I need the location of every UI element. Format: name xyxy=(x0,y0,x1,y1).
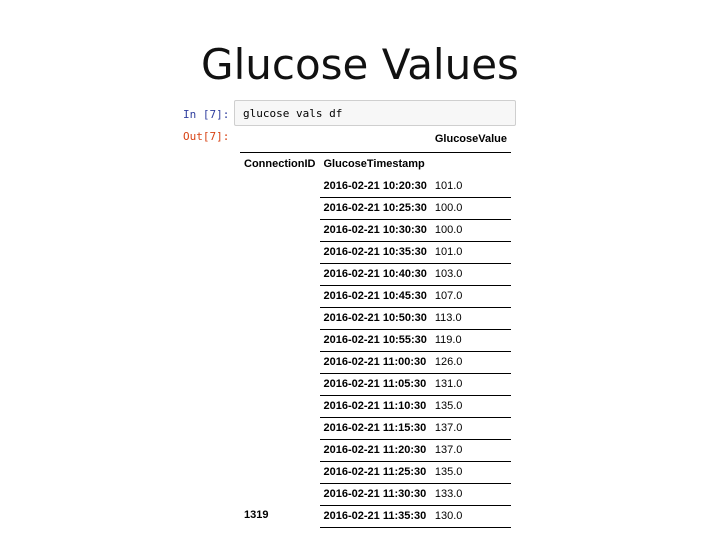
glucose-value-cell: 119.0 xyxy=(431,330,511,352)
header-glucose-value: GlucoseValue xyxy=(431,128,511,152)
timestamp-cell: 2016-02-21 10:40:30 xyxy=(320,264,431,286)
header-glucose-timestamp: GlucoseTimestamp xyxy=(323,157,425,170)
dataframe-table xyxy=(240,128,511,528)
glucose-value-cell: 103.0 xyxy=(431,264,511,286)
timestamp-cell: 2016-02-21 10:30:30 xyxy=(320,220,431,242)
glucose-value-cell: 100.0 xyxy=(431,220,511,242)
timestamp-cell: 2016-02-21 10:35:30 xyxy=(320,242,431,264)
index-header-row xyxy=(240,152,511,176)
header-blank xyxy=(320,128,431,152)
timestamp-cell: 2016-02-21 11:05:30 xyxy=(320,374,431,396)
code-text: glucose vals df xyxy=(243,107,343,120)
timestamp-cell: 2016-02-21 10:20:30 xyxy=(320,176,431,198)
timestamp-cell: 2016-02-21 10:55:30 xyxy=(320,330,431,352)
timestamp-cell: 2016-02-21 11:35:30 xyxy=(320,506,431,528)
glucose-value-cell: 126.0 xyxy=(431,352,511,374)
glucose-value-cell: 100.0 xyxy=(431,198,511,220)
output-prompt: Out[7]: xyxy=(183,130,230,143)
glucose-value-cell: 113.0 xyxy=(431,308,511,330)
timestamp-cell: 2016-02-21 11:25:30 xyxy=(320,462,431,484)
glucose-value-cell: 131.0 xyxy=(431,374,511,396)
table-body xyxy=(240,176,511,528)
timestamp-cell: 2016-02-21 10:45:30 xyxy=(320,286,431,308)
timestamp-cell: 2016-02-21 11:00:30 xyxy=(320,352,431,374)
glucose-value-cell: 137.0 xyxy=(431,440,511,462)
input-prompt: In [7]: xyxy=(183,108,230,121)
table-row xyxy=(240,176,511,198)
code-cell[interactable] xyxy=(234,100,516,126)
glucose-value-cell: 101.0 xyxy=(431,242,511,264)
table-header-row xyxy=(240,128,511,152)
glucose-value-cell: 135.0 xyxy=(431,462,511,484)
timestamp-cell: 2016-02-21 10:50:30 xyxy=(320,308,431,330)
glucose-value-cell: 133.0 xyxy=(431,484,511,506)
timestamp-cell: 2016-02-21 11:20:30 xyxy=(320,440,431,462)
timestamp-cell: 2016-02-21 11:15:30 xyxy=(320,418,431,440)
glucose-value-cell: 137.0 xyxy=(431,418,511,440)
header-connection-id: ConnectionID xyxy=(244,157,316,170)
connection-id-cell: 1319 xyxy=(244,508,269,521)
header-blank xyxy=(431,152,511,176)
glucose-value-cell: 101.0 xyxy=(431,176,511,198)
timestamp-cell: 2016-02-21 10:25:30 xyxy=(320,198,431,220)
glucose-value-cell: 130.0 xyxy=(431,506,511,528)
slide-title: Glucose Values xyxy=(201,40,519,89)
timestamp-cell: 2016-02-21 11:30:30 xyxy=(320,484,431,506)
glucose-value-cell: 135.0 xyxy=(431,396,511,418)
header-blank xyxy=(240,128,320,152)
timestamp-cell: 2016-02-21 11:10:30 xyxy=(320,396,431,418)
glucose-value-cell: 107.0 xyxy=(431,286,511,308)
